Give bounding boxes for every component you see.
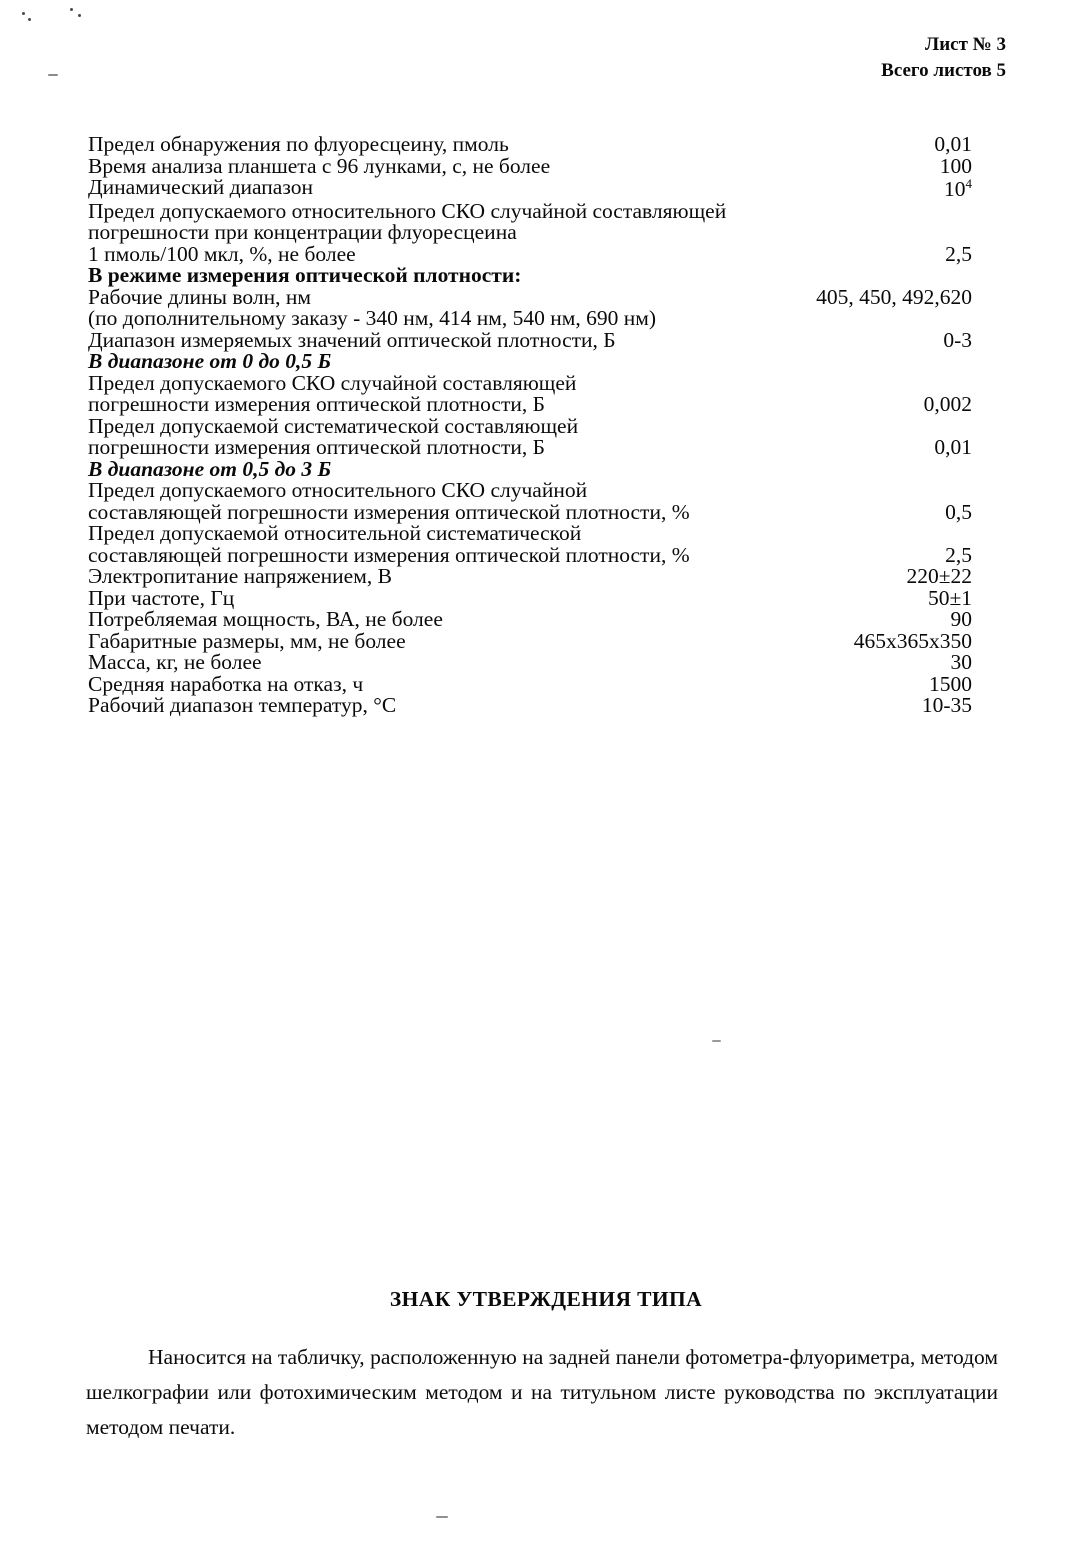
table-row [88, 244, 972, 266]
table-row [88, 351, 972, 373]
table-row [88, 265, 972, 287]
table-row [88, 134, 972, 156]
table-row [88, 609, 972, 631]
spec-value [798, 222, 972, 244]
scan-artifact-icon [436, 1516, 448, 1518]
specifications-table [88, 134, 972, 717]
spec-value: 405, 450, 492,620 [816, 284, 972, 309]
spec-value-base: 10 [944, 177, 966, 202]
table-row [88, 177, 972, 201]
scan-speck-icon [70, 8, 73, 11]
spec-value [798, 177, 972, 201]
spec-label: Предел допускаемого относительного СКО случайной составляющей [88, 198, 727, 223]
table-row [88, 652, 972, 674]
spec-label: Предел допускаемой относительной систематической [88, 521, 582, 546]
section-title: ЗНАК УТВЕРЖДЕНИЯ ТИПА [389, 1287, 703, 1311]
table-row [88, 330, 972, 352]
spec-value: 465х365х350 [853, 628, 972, 653]
table-row [88, 545, 972, 567]
spec-label: Динамический диапазон [88, 175, 313, 199]
spec-value: 2,5 [945, 542, 972, 567]
table-row [88, 394, 972, 416]
spec-value [798, 373, 972, 395]
table-row [88, 566, 972, 588]
table-row [88, 156, 972, 178]
spec-value: 0,01 [934, 132, 972, 156]
spec-label: Предел допускаемого СКО случайной составляющей [88, 370, 577, 395]
spec-value: 90 [950, 607, 972, 632]
table-row [88, 287, 972, 309]
spec-value: 0,5 [945, 499, 972, 524]
spec-value: 0-3 [943, 327, 972, 352]
spec-label: Средняя наработка на отказ, ч [88, 671, 364, 696]
table-row [88, 502, 972, 524]
spec-value: 50±1 [927, 585, 972, 610]
spec-label: Диапазон измеряемых значений оптической плотности, Б [88, 327, 616, 352]
spec-label: При частоте, Гц [88, 585, 235, 610]
table-row [88, 523, 972, 545]
table-row [88, 459, 972, 481]
spec-value: 100 [939, 153, 972, 178]
table-row [88, 588, 972, 610]
spec-value [798, 265, 972, 287]
spec-label: составляющей погрешности измерения оптической плотности, % [88, 499, 690, 524]
total-sheets: Всего листов 5 [881, 60, 1006, 82]
spec-value [798, 308, 972, 330]
spec-value: 220±22 [906, 564, 972, 589]
table-row [88, 480, 972, 502]
spec-label: В диапазоне от 0 до 0,5 Б [88, 349, 332, 374]
table-row [88, 201, 972, 223]
approval-paragraph: Наносится на табличку, расположенную на задней панели фотометра-флуориметра, методом шелкографии или фотохимическим методом и на титульном листе руководства по эксплуатации методом печати. [86, 1345, 998, 1439]
scan-speck-icon [78, 14, 81, 17]
scan-artifact-icon [48, 74, 58, 76]
spec-label: погрешности измерения оптической плотности, Б [88, 392, 545, 417]
spec-value [798, 351, 972, 373]
spec-label: Предел обнаружения по флуоресцеину, пмоль [88, 132, 509, 156]
spec-label: составляющей погрешности измерения оптической плотности, % [88, 542, 690, 567]
table-row [88, 631, 972, 653]
table-row [88, 695, 972, 717]
table-row [88, 437, 972, 459]
sheet-number: Лист № 3 [925, 34, 1006, 55]
spec-value [798, 459, 972, 481]
spec-value [798, 201, 972, 223]
spec-value-exponent: 4 [965, 176, 972, 191]
spec-label: Габаритные размеры, мм, не более [88, 628, 406, 653]
spec-label: Рабочий диапазон температур, °С [88, 693, 397, 718]
spec-label: В диапазоне от 0,5 до 3 Б [88, 456, 332, 481]
spec-value: 30 [950, 650, 972, 675]
spec-label: погрешности при концентрации флуоресцеина [88, 220, 517, 245]
spec-value: 10-35 [921, 693, 972, 718]
scan-artifact-icon [712, 1040, 721, 1042]
spec-value: 1500 [929, 671, 972, 696]
spec-value: 0,002 [923, 392, 972, 417]
table-row [88, 373, 972, 395]
page-header [881, 32, 1006, 84]
table-row [88, 416, 972, 438]
specifications-body [88, 134, 972, 717]
spec-value [798, 523, 972, 545]
spec-label: В режиме измерения оптической плотности: [88, 263, 522, 288]
spec-label: 1 пмоль/100 мкл, %, не более [88, 241, 356, 266]
spec-value: 0,01 [934, 435, 972, 460]
spec-label: погрешности измерения оптической плотности, Б [88, 435, 545, 460]
spec-value [798, 480, 972, 502]
scan-speck-icon [28, 18, 31, 21]
table-row [88, 308, 972, 330]
spec-value [798, 416, 972, 438]
spec-label: Предел допускаемого относительного СКО случайной [88, 478, 588, 503]
spec-label: Предел допускаемой систематической составляющей [88, 413, 579, 438]
spec-label: Масса, кг, не более [88, 650, 262, 675]
spec-label: Электропитание напряжением, В [88, 564, 392, 589]
table-row [88, 674, 972, 696]
spec-label: Потребляемая мощность, ВА, не более [88, 607, 443, 632]
spec-label: Рабочие длины волн, нм [88, 284, 311, 309]
table-row [88, 222, 972, 244]
spec-label: (по дополнительному заказу - 340 нм, 414 нм, 540 нм, 690 нм) [88, 306, 656, 331]
spec-label: Время анализа планшета с 96 лунками, с, не более [88, 153, 551, 178]
spec-value: 2,5 [945, 241, 972, 266]
scan-speck-icon [22, 12, 25, 15]
